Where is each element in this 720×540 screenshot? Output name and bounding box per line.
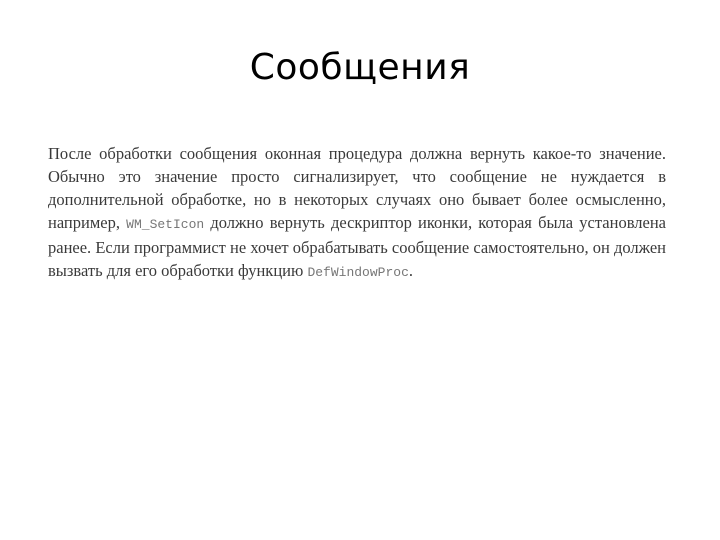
body-paragraph: [48, 142, 666, 284]
paragraph-text-1: После обработки сообщения оконная процедура должна вернуть какое-то значение. Обычно это значение просто сигнализирует, что сообщение не нуждается в дополнительной обработке, но в некоторых случаях оно бывает более осмысленно, например,: [48, 144, 666, 232]
code-wm-seticon: WM_SetIcon: [126, 217, 205, 232]
paragraph-text-2: должно вернуть дескриптор иконки, которая была установлена ранее. Если программист не хочет обрабатывать сообщение самостоятельно, он должен вызвать для его обработки функцию: [48, 213, 666, 280]
code-defwindowproc: DefWindowProc: [307, 265, 409, 280]
paragraph-text-3: .: [408, 261, 413, 280]
slide-title: Сообщения: [249, 47, 471, 88]
